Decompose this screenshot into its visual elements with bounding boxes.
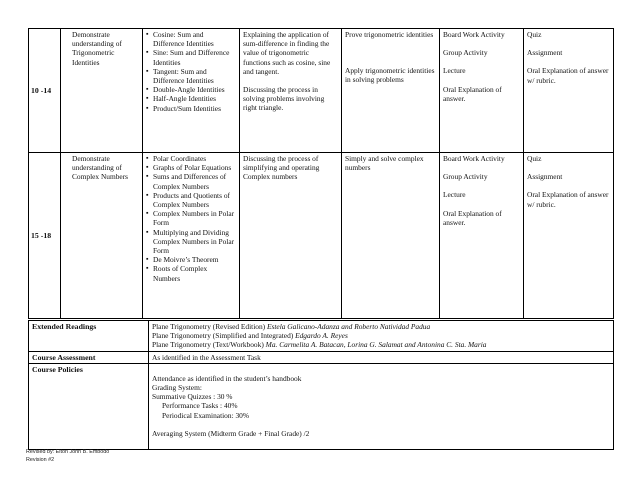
- course-policies-cell: [149, 363, 614, 449]
- week-cell: 10 -14: [29, 29, 61, 153]
- reading-authors: Estela Galicano-Adanza and Roberto Natividad Padua: [266, 322, 431, 331]
- revision-text: Revision #2: [26, 457, 55, 463]
- list-item: ▪ Tangent: Sum and Difference Identities: [146, 67, 236, 85]
- content-cell: [143, 29, 240, 153]
- policy-text: Summative Quizzes : 30 %: [152, 392, 233, 402]
- policy-text: Performance Tasks : 40%: [162, 401, 238, 411]
- extended-readings-cell: [149, 321, 614, 352]
- activity-text: Lecture: [443, 190, 466, 200]
- outcome-text: Apply trigonometric identities in solving problems: [345, 66, 435, 85]
- outcome-cell: [342, 153, 440, 319]
- extended-readings-label: Extended Readings: [29, 321, 149, 352]
- revised-by-text: Revised by: Elton John B. Embodo: [26, 449, 110, 455]
- table-row: [29, 153, 614, 319]
- strategy-text: Discussing the process in solving problems involving right triangle.: [243, 85, 325, 113]
- policy-text: Periodical Examination: 30%: [162, 410, 250, 420]
- reading-authors: Edgardo A. Reyes: [295, 331, 348, 341]
- assessment-text: Oral Explanation of answer w/ rubric.: [527, 66, 609, 85]
- activity-text: Board Work Activity: [443, 30, 505, 39]
- list-item: ▪ Roots of Complex Numbers: [146, 264, 236, 282]
- assessment-cell: [524, 153, 614, 319]
- activities-cell: [440, 153, 524, 319]
- table-row: [29, 321, 614, 352]
- reading-title: Plane Trigonometry (Revised Edition): [152, 322, 266, 331]
- reading-item: [152, 331, 610, 340]
- list-item: ▪ Sine: Sum and Difference Identities: [146, 48, 236, 66]
- course-info-table: [28, 320, 614, 450]
- strategy-text: Explaining the application of sum-difference in finding the value of trigonometric functions such as cosine, sine and tangent.: [243, 30, 331, 76]
- assessment-text: Oral Explanation of answer w/ rubric.: [527, 190, 609, 209]
- assessment-text: Assignment: [527, 172, 563, 182]
- list-item: ▪ Polar Coordinates: [146, 154, 236, 163]
- reading-title: Plane Trigonometry (Text/Workbook): [152, 340, 264, 350]
- assessment-text: Assignment: [527, 48, 563, 58]
- outcome-text: Simply and solve complex numbers: [345, 154, 424, 173]
- reading-title: Plane Trigonometry (Simplified and Integrated): [152, 331, 294, 341]
- assessment-text: Quiz: [527, 154, 542, 163]
- objective-cell: Demonstrate understanding of Trigonometric Identities: [61, 29, 143, 153]
- list-item: ▪ Product/Sum Identities: [146, 104, 236, 113]
- assessment-cell: [524, 29, 614, 153]
- list-item: ▪ Complex Numbers in Polar Form: [146, 209, 236, 227]
- policy-text: Attendance as identified in the student’s handbook: [152, 373, 302, 383]
- table-row: [29, 29, 614, 153]
- activities-cell: [440, 29, 524, 153]
- activity-text: Group Activity: [443, 172, 488, 182]
- course-policies-label: Course Policies: [29, 363, 149, 449]
- reading-item: [152, 340, 610, 349]
- table-row: [29, 351, 614, 363]
- strategy-cell: [240, 29, 342, 153]
- activity-text: Lecture: [443, 66, 466, 76]
- week-cell: 15 -18: [29, 153, 61, 319]
- course-assessment-value: As identified in the Assessment Task: [149, 351, 614, 363]
- strategy-cell: [240, 153, 342, 319]
- activity-text: Oral Explanation of answer.: [443, 208, 502, 227]
- reading-item: [152, 322, 610, 331]
- list-item: ▪ Products and Quotients of Complex Numbers: [146, 191, 236, 209]
- assessment-text: Quiz: [527, 30, 542, 39]
- policy-text: Averaging System (Midterm Grade + Final Grade) /2: [152, 428, 310, 438]
- policy-text: Grading System:: [152, 383, 202, 393]
- activity-text: Board Work Activity: [443, 154, 505, 163]
- list-item: ▪ Half-Angle Identities: [146, 94, 236, 103]
- outcome-cell: [342, 29, 440, 153]
- course-assessment-label: Course Assessment: [29, 351, 149, 363]
- table-row: [29, 363, 614, 449]
- list-item: ▪ Graphs of Polar Equations: [146, 163, 236, 172]
- activity-text: Oral Explanation of answer.: [443, 84, 502, 103]
- reading-authors: Ma. Carmelita A. Batacan, Lorina G. Salamat and Antonina C. Sta. Maria: [265, 340, 487, 350]
- outcome-text: Prove trigonometric identities: [345, 30, 434, 39]
- content-cell: [143, 153, 240, 319]
- strategy-text: Discussing the process of simplifying and operating Complex numbers: [243, 154, 320, 182]
- list-item: ▪ Cosine: Sum and Difference Identities: [146, 30, 236, 48]
- list-item: ▪ De Moivre’s Theorem: [146, 255, 236, 264]
- syllabus-table: [28, 28, 614, 319]
- list-item: ▪ Sums and Differences of Complex Numbers: [146, 172, 236, 190]
- activity-text: Group Activity: [443, 48, 488, 58]
- objective-cell: Demonstrate understanding of Complex Numbers: [61, 153, 143, 319]
- list-item: ▪ Multiplying and Dividing Complex Numbers in Polar Form: [146, 228, 236, 256]
- list-item: ▪ Double-Angle Identities: [146, 85, 236, 94]
